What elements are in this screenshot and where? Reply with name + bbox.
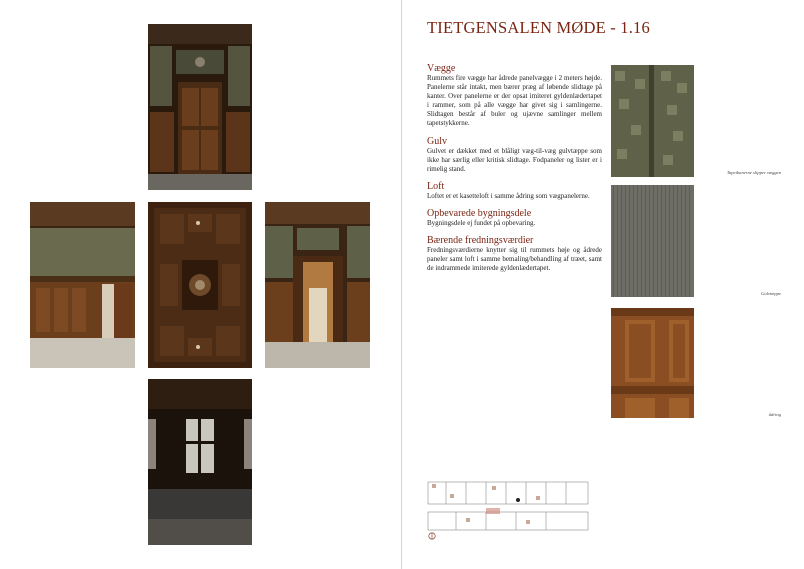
section-vaegge: [427, 63, 602, 129]
section-text: Loftet er et kasetteloft i samme ådring som vægpanelerne.: [427, 191, 590, 200]
section-loft: [427, 181, 602, 201]
page-divider: [401, 0, 402, 569]
section-text: Bygningsdele ej fundet på opbevaring.: [427, 218, 536, 227]
section-text: Fredningsværdierne knytter sig til rummets høje og ådrede paneler samt loft i samme bemaling/behandling af træet, samt de indrammede imiterede gyldenlædertapet.: [427, 246, 602, 273]
section-heading: Gulv: [427, 135, 447, 147]
photo-south-windows: [148, 379, 252, 545]
photo-wood-grain-detail: [611, 308, 694, 418]
photo-carpet-detail: [611, 185, 694, 297]
description-column: [427, 63, 602, 280]
section-heading: Loft: [427, 180, 445, 192]
section-baerende: [427, 235, 602, 273]
photo-north-wall-door: [148, 24, 252, 190]
caption-gulv: Gulvtæppe: [761, 291, 781, 296]
section-heading: Bærende fredningsværdier: [427, 235, 534, 247]
section-heading: Vægge: [427, 63, 456, 74]
photo-ceiling: [148, 202, 252, 368]
section-heading: Opbevarede bygningsdele: [427, 207, 532, 219]
section-opbevarede: [427, 208, 602, 228]
photo-tapet-detail: [611, 65, 694, 177]
caption-tapet: Tapetbanerne slipper væggen: [726, 170, 781, 175]
section-gulv: [427, 136, 602, 174]
page-title: TIETGENSALEN MØDE - 1.16: [427, 18, 650, 37]
caption-wood: ådring: [768, 412, 781, 417]
floor-plan-drawing: [426, 478, 590, 540]
photo-east-wall-doorway: [265, 202, 370, 368]
section-text: Gulvet er dækket med et blåligt væg-til-væg gulvtæppe som ikke har særlig eller kritisk slidtage. Fodpaneler og lister er i rimelig stand.: [427, 146, 602, 173]
section-text: Rummets fire vægge har ådrede panelvægge i 2 meters højde. Panelerne står intakt, men bærer præg af løbende slidtage på kanter. Over panelerne er der opsat imiteret gyldenlædertapet i rammer, som på alle vægge har givet sig i samlingerne. Slidtagen består af buler og ujævne samlinger mellem tapetstykkerne.: [427, 74, 602, 128]
photo-west-wall: [30, 202, 135, 368]
